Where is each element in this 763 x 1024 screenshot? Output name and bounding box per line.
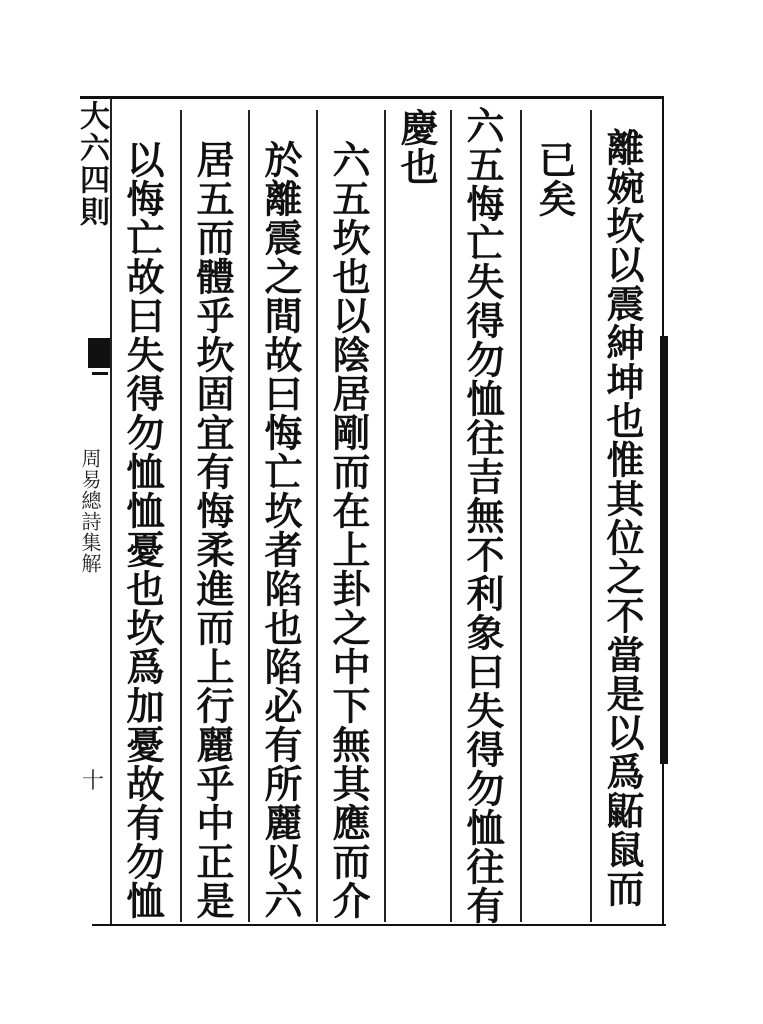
column-divider <box>590 110 592 922</box>
left-border-rule <box>110 98 112 924</box>
text-column-2: 已矣 <box>532 140 577 218</box>
text-column-6: 於離震之間故曰悔亡坎者陷也陷必有所麗以六 <box>258 140 303 920</box>
column-divider <box>180 110 182 922</box>
margin-page-number: 十 <box>82 769 105 794</box>
margin-book-title: 周易總詩集解 <box>78 448 102 574</box>
top-border-rule <box>80 96 664 99</box>
column-divider <box>520 110 522 922</box>
column-divider <box>248 110 250 922</box>
bottom-border-rule <box>92 924 666 926</box>
text-column-7: 居五而體乎坎固宜有悔柔進而上行麗乎中正是 <box>190 140 235 920</box>
column-divider <box>450 110 452 922</box>
text-column-5: 六五坎也以陰居剛而在上卦之中下無其應而介 <box>326 140 371 920</box>
text-column-3: 六五悔亡失得勿恤往吉無不利象曰失得勿恤往有 <box>460 106 505 925</box>
column-divider <box>316 110 318 922</box>
right-margin-bar <box>660 336 668 764</box>
text-column-1: 離婉坎以震紳坤也惟其位之不當是以爲鼫鼠而 <box>600 128 645 908</box>
column-divider <box>384 110 386 922</box>
fish-tail-mark <box>88 338 110 368</box>
text-column-8: 以悔亡故曰失得勿恤恤憂也坎爲加憂故有勿恤 <box>120 140 165 920</box>
fish-tail-line <box>92 372 108 375</box>
margin-title-block: 大六四則 <box>74 100 109 228</box>
text-column-4: 慶也 <box>394 108 439 186</box>
